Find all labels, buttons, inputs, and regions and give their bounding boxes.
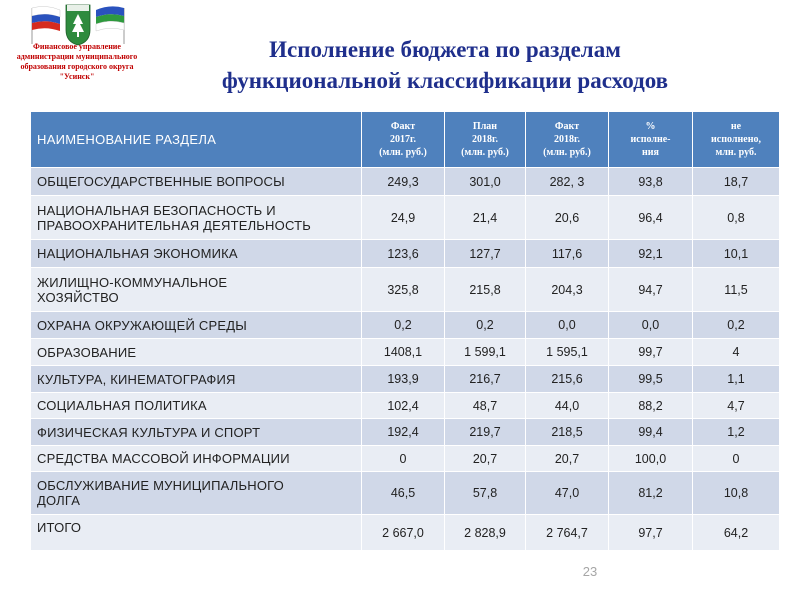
cell-plan-2018: 20,7 — [445, 446, 526, 472]
cell-plan-2018: 216,7 — [445, 366, 526, 393]
cell-fact-2017: 102,4 — [362, 393, 445, 419]
cell-plan-2018: 219,7 — [445, 419, 526, 446]
cell-percent: 93,8 — [609, 168, 693, 196]
column-header-unfulfilled: не исполнено, млн. руб. — [693, 112, 780, 168]
org-line: "Усинск" — [59, 72, 95, 81]
cell-plan-2018: 48,7 — [445, 393, 526, 419]
cell-fact-2018: 20,6 — [526, 196, 609, 240]
cell-plan-2018: 215,8 — [445, 268, 526, 312]
section-name: ЖИЛИЩНО-КОММУНАЛЬНОЕ ХОЗЯЙСТВО — [31, 268, 362, 312]
section-name: НАЦИОНАЛЬНАЯ БЕЗОПАСНОСТЬ И ПРАВООХРАНИТЕЛЬНАЯ ДЕЯТЕЛЬНОСТЬ — [31, 196, 362, 240]
title-line: функциональной классификации расходов — [221, 68, 669, 93]
column-header-plan-2018: План 2018г. (млн. руб.) — [445, 112, 526, 168]
table-row — [31, 446, 780, 472]
cell-unfulfilled: 10,8 — [693, 472, 780, 515]
coat-of-arms-icon — [66, 5, 90, 45]
cell-fact-2018: 215,6 — [526, 366, 609, 393]
cell-unfulfilled: 18,7 — [693, 168, 780, 196]
cell-fact-2017: 249,3 — [362, 168, 445, 196]
cell-fact-2018: 282, 3 — [526, 168, 609, 196]
cell-fact-2018: 204,3 — [526, 268, 609, 312]
cell-fact-2018: 0,0 — [526, 312, 609, 339]
cell-percent: 88,2 — [609, 393, 693, 419]
org-line: образования городского округа — [20, 62, 134, 71]
cell-unfulfilled: 0,8 — [693, 196, 780, 240]
cell-percent: 99,5 — [609, 366, 693, 393]
table-row — [31, 419, 780, 446]
cell-fact-2017: 193,9 — [362, 366, 445, 393]
cell-fact-2018: 1 595,1 — [526, 339, 609, 366]
table-row-total — [31, 515, 780, 551]
cell-percent: 100,0 — [609, 446, 693, 472]
column-header-section: НАИМЕНОВАНИЕ РАЗДЕЛА — [31, 112, 362, 168]
cell-unfulfilled: 0,2 — [693, 312, 780, 339]
cell-percent: 92,1 — [609, 240, 693, 268]
cell-percent: 99,7 — [609, 339, 693, 366]
section-name: ОБЩЕГОСУДАРСТВЕННЫЕ ВОПРОСЫ — [31, 168, 362, 196]
cell-fact-2017: 46,5 — [362, 472, 445, 515]
cell-plan-2018: 127,7 — [445, 240, 526, 268]
cell-fact-2017: 2 667,0 — [362, 515, 445, 551]
cell-fact-2017: 0,2 — [362, 312, 445, 339]
cell-plan-2018: 21,4 — [445, 196, 526, 240]
cell-unfulfilled: 11,5 — [693, 268, 780, 312]
cell-percent: 81,2 — [609, 472, 693, 515]
cell-fact-2018: 44,0 — [526, 393, 609, 419]
cell-fact-2017: 0 — [362, 446, 445, 472]
table-row — [31, 240, 780, 268]
budget-table — [30, 111, 780, 551]
russia-flag-icon — [32, 6, 60, 44]
table-row — [31, 472, 780, 515]
cell-unfulfilled: 0 — [693, 446, 780, 472]
cell-fact-2018: 20,7 — [526, 446, 609, 472]
column-header-fact-2017: Факт 2017г. (млн. руб.) — [362, 112, 445, 168]
section-name: СРЕДСТВА МАССОВОЙ ИНФОРМАЦИИ — [31, 446, 362, 472]
table-header-row — [31, 112, 780, 168]
column-header-percent: % исполне- ния — [609, 112, 693, 168]
page-title — [150, 34, 740, 96]
page-number: 23 — [582, 564, 598, 579]
cell-unfulfilled: 64,2 — [693, 515, 780, 551]
org-line: Финансовое управление — [33, 42, 121, 51]
org-line: администрации муниципального — [16, 52, 138, 61]
cell-percent: 96,4 — [609, 196, 693, 240]
cell-unfulfilled: 1,1 — [693, 366, 780, 393]
cell-unfulfilled: 4,7 — [693, 393, 780, 419]
column-header-fact-2018: Факт 2018г. (млн. руб.) — [526, 112, 609, 168]
cell-fact-2018: 218,5 — [526, 419, 609, 446]
section-name: НАЦИОНАЛЬНАЯ ЭКОНОМИКА — [31, 240, 362, 268]
cell-fact-2017: 192,4 — [362, 419, 445, 446]
logo-flags-emblem — [22, 2, 134, 46]
table-row — [31, 366, 780, 393]
table-row — [31, 339, 780, 366]
cell-plan-2018: 2 828,9 — [445, 515, 526, 551]
section-name: ОХРАНА ОКРУЖАЮЩЕЙ СРЕДЫ — [31, 312, 362, 339]
section-name: ОБРАЗОВАНИЕ — [31, 339, 362, 366]
section-name: ФИЗИЧЕСКАЯ КУЛЬТУРА И СПОРТ — [31, 419, 362, 446]
table-row — [31, 168, 780, 196]
cell-plan-2018: 1 599,1 — [445, 339, 526, 366]
cell-fact-2017: 325,8 — [362, 268, 445, 312]
cell-unfulfilled: 4 — [693, 339, 780, 366]
table-row — [31, 393, 780, 419]
section-name: ИТОГО — [31, 515, 362, 551]
cell-unfulfilled: 10,1 — [693, 240, 780, 268]
komi-flag-icon — [96, 6, 124, 44]
cell-plan-2018: 301,0 — [445, 168, 526, 196]
cell-fact-2018: 47,0 — [526, 472, 609, 515]
cell-unfulfilled: 1,2 — [693, 419, 780, 446]
cell-fact-2018: 117,6 — [526, 240, 609, 268]
cell-percent: 0,0 — [609, 312, 693, 339]
cell-fact-2018: 2 764,7 — [526, 515, 609, 551]
table-row — [31, 196, 780, 240]
cell-percent: 94,7 — [609, 268, 693, 312]
table-row — [31, 268, 780, 312]
cell-fact-2017: 123,6 — [362, 240, 445, 268]
cell-plan-2018: 57,8 — [445, 472, 526, 515]
organization-name — [8, 42, 146, 82]
title-line: Исполнение бюджета по разделам — [269, 37, 621, 62]
cell-plan-2018: 0,2 — [445, 312, 526, 339]
cell-fact-2017: 1408,1 — [362, 339, 445, 366]
section-name: ОБСЛУЖИВАНИЕ МУНИЦИПАЛЬНОГО ДОЛГА — [31, 472, 362, 515]
table-row — [31, 312, 780, 339]
cell-percent: 97,7 — [609, 515, 693, 551]
section-name: КУЛЬТУРА, КИНЕМАТОГРАФИЯ — [31, 366, 362, 393]
cell-fact-2017: 24,9 — [362, 196, 445, 240]
section-name: СОЦИАЛЬНАЯ ПОЛИТИКА — [31, 393, 362, 419]
cell-percent: 99,4 — [609, 419, 693, 446]
